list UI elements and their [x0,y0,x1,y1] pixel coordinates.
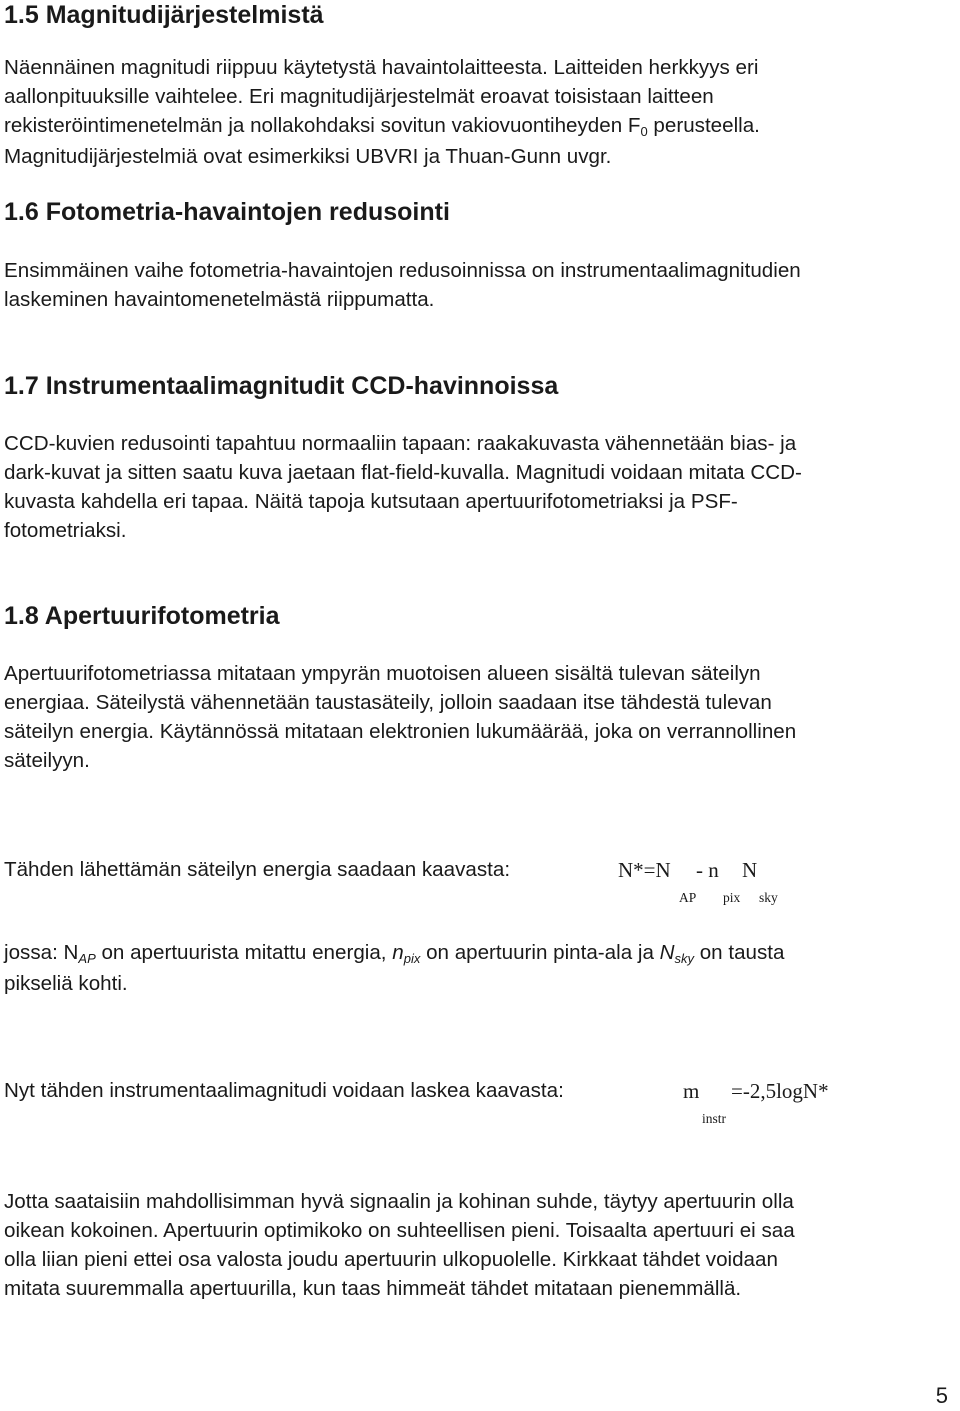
text-span: rekisteröintimenetelmän ja nollakohdaksi sovitun vakiovuontiheyden F [4,114,641,137]
text-line: Nyt tähden instrumentaalimagnitudi voidaan laskea kaavasta: [4,1079,564,1102]
paragraph-1-5 [4,53,954,171]
text-line: säteilyyn. [4,749,90,772]
page-number: 5 [935,1383,948,1408]
text-line: Apertuurifotometriassa mitataan ympyrän muotoisen alueen sisältä tulevan säteilyn [4,662,761,685]
formula-intro [4,855,954,884]
formula-term: N*=N [618,858,671,882]
text-span: jossa: N [4,941,79,964]
section-heading-1-7: 1.7 Instrumentaalimagnitudit CCD-havinnoissa [4,372,559,400]
text-line: Ensimmäinen vaihe fotometria-havaintojen redusoinnissa on instrumentaalimagnitudien [4,259,801,282]
formula-term: N [742,858,758,882]
paragraph-1-7 [4,429,954,545]
subscript: pix [403,951,421,966]
text-line: Tähden lähettämän säteilyn energia saadaan kaavasta: [4,858,511,881]
formula-subscript: pix [723,890,741,905]
closing-paragraph [4,1187,954,1303]
formula-term: - n [696,858,719,882]
text-line: Magnitudijärjestelmiä ovat esimerkiksi UBVRI ja Thuan-Gunn uvgr. [4,145,612,168]
text-line: kuvasta kahdella eri tapaa. Näitä tapoja kutsutaan apertuurifotometriaksi ja PSF- [4,490,738,513]
text-line: energiaa. Säteilystä vähennetään taustasäteily, jolloin saadaan itse tähdestä tulevan [4,691,772,714]
subscript: sky [674,951,694,966]
text-span: N [659,941,675,964]
paragraph-1-6 [4,256,954,314]
text-line: mitata suuremmalla apertuurilla, kun taas himmeät tähdet mitataan pienemmällä. [4,1277,742,1300]
subscript: 0 [640,124,648,139]
formula-term: =-2,5logN* [731,1079,829,1103]
section-heading-1-6: 1.6 Fotometria-havaintojen redusointi [4,198,450,226]
section-heading-1-8: 1.8 Apertuurifotometria [4,602,280,630]
formula-subscript: sky [759,890,778,905]
text-line: Näennäinen magnitudi riippuu käytetystä havaintolaitteesta. Laitteiden herkkyys eri [4,56,759,79]
text-span: perusteella. [647,114,760,137]
text-line: oikean kokoinen. Apertuurin optimikoko on suhteellisen pieni. Toisaalta apertuuri ei saa [4,1219,795,1242]
text-line: säteilyn energia. Käytännössä mitataan elektronien lukumäärää, joka on verrannollinen [4,720,797,743]
paragraph-1-8 [4,659,954,775]
text-span: on apertuurin pinta-ala ja [420,941,660,964]
text-line [4,938,954,969]
formula-subscript: instr [702,1111,727,1126]
text-line: dark-kuvat ja sitten saatu kuva jaetaan flat-field-kuvalla. Magnitudi voidaan mitata CCD- [4,461,802,484]
text-line: laskeminen havaintomenetelmästä riippumatta. [4,288,435,311]
text-line: pikseliä kohti. [4,972,128,995]
text-line: olla liian pieni ettei osa valosta joudu apertuurin ulkopuolelle. Kirkkaat tähdet voidaan [4,1248,778,1271]
section-heading-1-5: 1.5 Magnitudijärjestelmistä [4,1,324,29]
text-line: fotometriaksi. [4,519,127,542]
text-line: Jotta saataisiin mahdollisimman hyvä signaalin ja kohinan suhde, täytyy apertuurin olla [4,1190,794,1213]
formula-subscript: AP [679,890,697,905]
text-span: n [392,941,404,964]
subscript: AP [78,951,96,966]
formula-explanation [4,938,954,998]
text-line [4,111,954,142]
text-line: aallonpituuksille vaihtelee. Eri magnitudijärjestelmät eroavat toisistaan laitteen [4,85,714,108]
formula-term: m [683,1079,700,1103]
text-span: on apertuurista mitattu energia, [95,941,393,964]
text-span: on tausta [694,941,785,964]
text-line: CCD-kuvien redusointi tapahtuu normaaliin tapaan: raakakuvasta vähennetään bias- ja [4,432,797,455]
